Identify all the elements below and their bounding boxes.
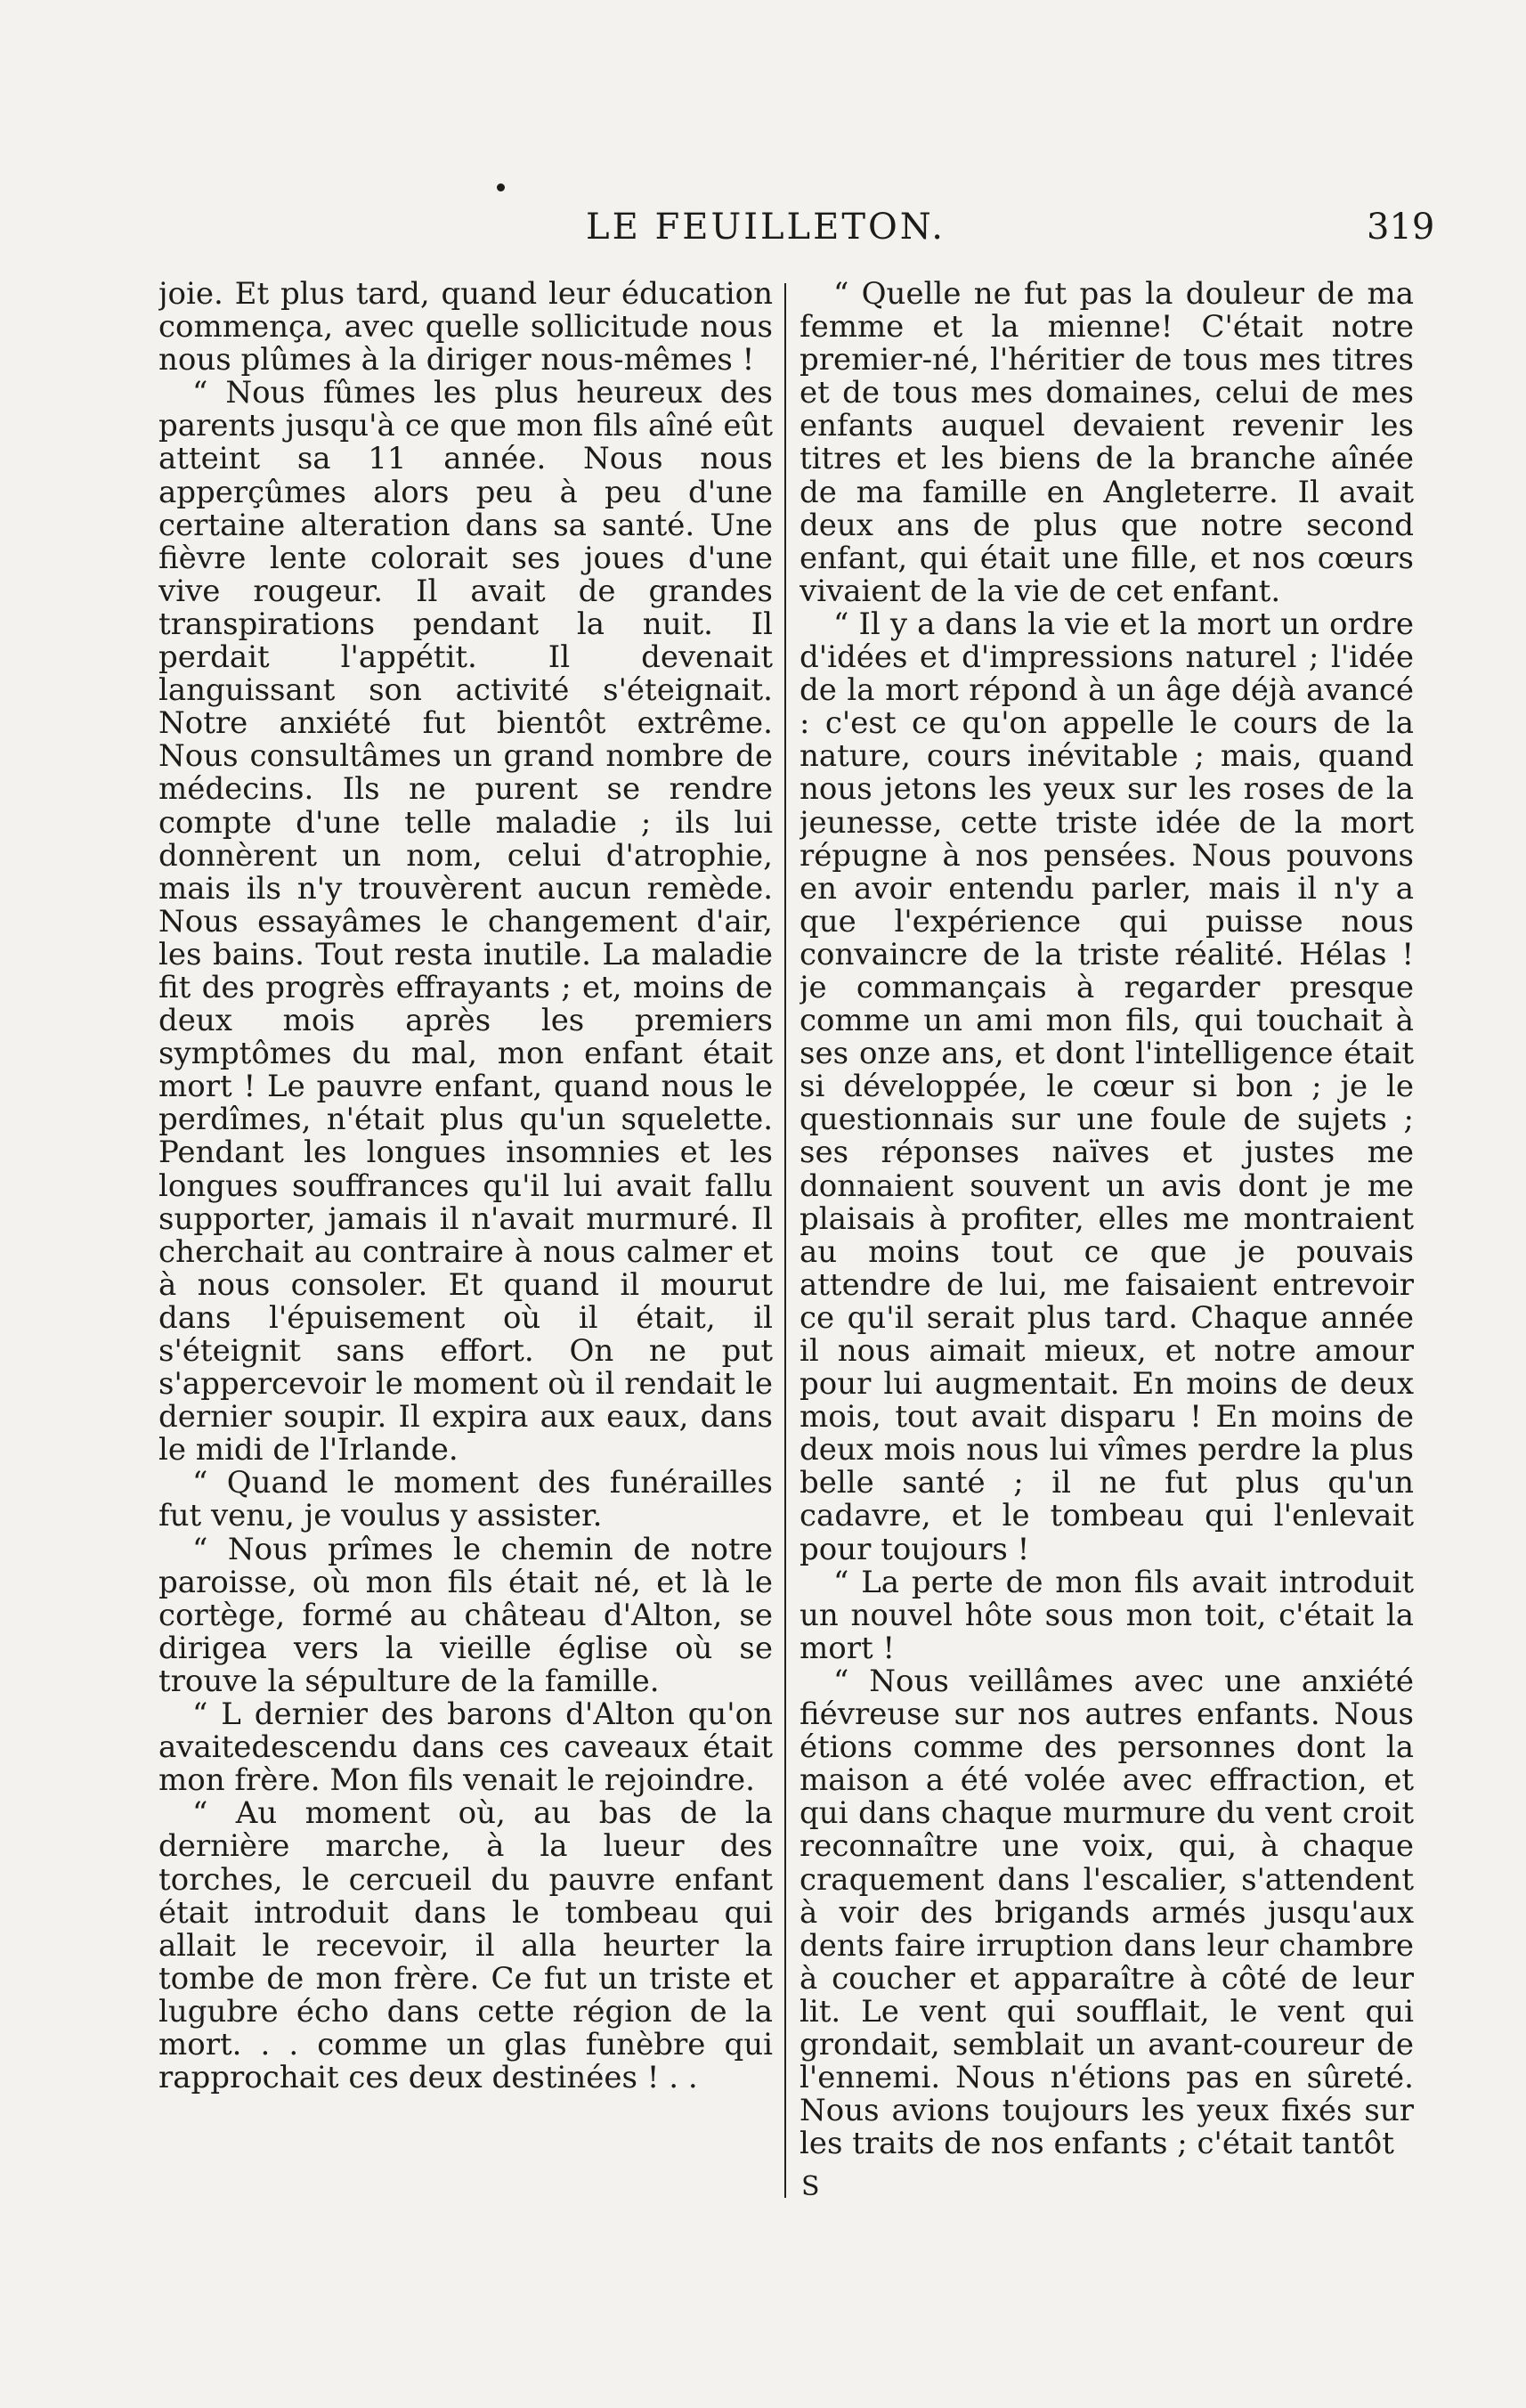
left-column (158, 278, 773, 2170)
signature-mark: S (801, 2171, 820, 2202)
ink-dot (497, 183, 505, 191)
column-divider (784, 283, 786, 2198)
paragraph: “ Nous prîmes le chemin de notre paroisse, où mon fils était né, et là le cortège, formé au château d'Alton, se dirigea vers la vieille église où se trouve la sépulture de la famille. (158, 1531, 773, 1699)
paragraph: “ Nous fûmes les plus heureux des parents jusqu'à ce que mon fils aîné eût atteint sa 11 année. Nous nous apperçûmes alors peu à peu d'une certaine alteration dans sa santé. Une fièvre lente colorait ses joues d'une vive rougeur. Il avait de grandes transpirations pendant la nuit. Il perdait l'appétit. Il devenait languissant son activité s'éteignait. Notre anxiété fut bientôt extrême. Nous consultâmes un grand nombre de médecins. Ils ne purent se rendre compte d'une telle maladie ; ils lui donnèrent un nom, celui d'atrophie, mais ils n'y trouvèrent aucun remède. Nous essayâmes le changement d'air, les bains. Tout resta inutile. La maladie fit des progrès effrayants ; et, moins de deux mois après les premiers symptômes du mal, mon enfant était mort ! Le pauvre enfant, quand nous le perdîmes, n'était plus qu'un squelette. Pendant les longues insomnies et les longues souffrances qu'il lui avait fallu supporter, jamais il n'avait murmuré. Il cherchait au contraire à nous calmer et à nous consoler. Et quand il mourut dans l'épuisement où il était, il s'éteignit sans effort. On ne put s'appercevoir le moment où il rendait le dernier soupir. Il expira aux eaux, dans le midi de l'Irlande. (158, 375, 773, 1468)
paragraph: “ La perte de mon fils avait introduit un nouvel hôte sous mon toit, c'était la mort ! (800, 1564, 1414, 1666)
paragraph: “ Quand le moment des funérailles fut venu, je voulus y assister. (158, 1465, 773, 1534)
paragraph: “ Il y a dans la vie et la mort un ordre d'idées et d'impressions naturel ; l'idée de la mort répond à un âge déjà avancé : c'est ce qu'on appelle le cours de la nature, cours inévitable ; mais, quand nous jetons les yeux sur les roses de la jeunesse, cette triste idée de la mort répugne à nos pensées. Nous pouvons en avoir entendu parler, mais il n'y a que l'expérience qui puisse nous convaincre de la triste réalité. Hélas ! je commançais à regarder presque comme un ami mon fils, qui touchait à ses onze ans, et dont l'intelligence était si développée, le cœur si bon ; je le questionnais sur une foule de sujets ; ses réponses naïves et justes me donnaient souvent un avis dont je me plaisais à profiter, elles me montraient au moins tout ce que je pouvais attendre de lui, me faisaient entrevoir ce qu'il serait plus tard. Chaque année il nous aimait mieux, et notre amour pour lui augmentait. En moins de deux mois, tout avait disparu ! En moins de deux mois nous lui vîmes perdre la plus belle santé ; il ne fut plus qu'un cadavre, et le tombeau qui l'enlevait pour toujours ! (800, 606, 1414, 1567)
paragraph: joie. Et plus tard, quand leur éducation commença, avec quelle sollicitude nous nous plûmes à la diriger nous-mêmes ! (158, 278, 773, 378)
paragraph: “ Quelle ne fut pas la douleur de ma femme et la mienne! C'était notre premier-né, l'héritier de tous mes titres et de tous mes domaines, celui de mes enfants auquel devaient revenir les titres et les biens de la branche aînée de ma famille en Angleterre. Il avait deux ans de plus que notre second enfant, qui était une fille, et nos cœurs vivaient de la vie de cet enfant. (800, 278, 1414, 609)
page-number: 319 (1367, 207, 1435, 248)
paragraph: “ L dernier des barons d'Alton qu'on avaitedescendu dans ces caveaux était mon frère. Mon fils venait le rejoindre. (158, 1696, 773, 1799)
running-title: LE FEUILLETON. (586, 207, 946, 248)
paragraph: “ Au moment où, au bas de la dernière marche, à la lueur des torches, le cercueil du pauvre enfant était introduit dans le tombeau qui allait le recevoir, il alla heurter la tombe de mon frère. Ce fut un triste et lugubre écho dans cette région de la mort. . . comme un glas funèbre qui rapprochait ces deux destinées ! . . (158, 1795, 773, 2096)
right-column (800, 278, 1414, 2170)
paragraph: “ Nous veillâmes avec une anxiété fiévreuse sur nos autres enfants. Nous étions comme des personnes dont la maison a été volée avec effraction, et qui dans chaque murmure du vent croit reconnaître une voix, qui, à chaque craquement dans l'escalier, s'attendent à voir des brigands armés jusqu'aux dents faire irruption dans leur chambre à coucher et apparaître à côté de leur lit. Le vent qui soufflait, le vent qui grondait, semblait un avant-coureur de l'ennemi. Nous n'étions pas en sûreté. Nous avions toujours les yeux fixés sur les traits de nos enfants ; c'était tantôt (800, 1663, 1414, 2162)
